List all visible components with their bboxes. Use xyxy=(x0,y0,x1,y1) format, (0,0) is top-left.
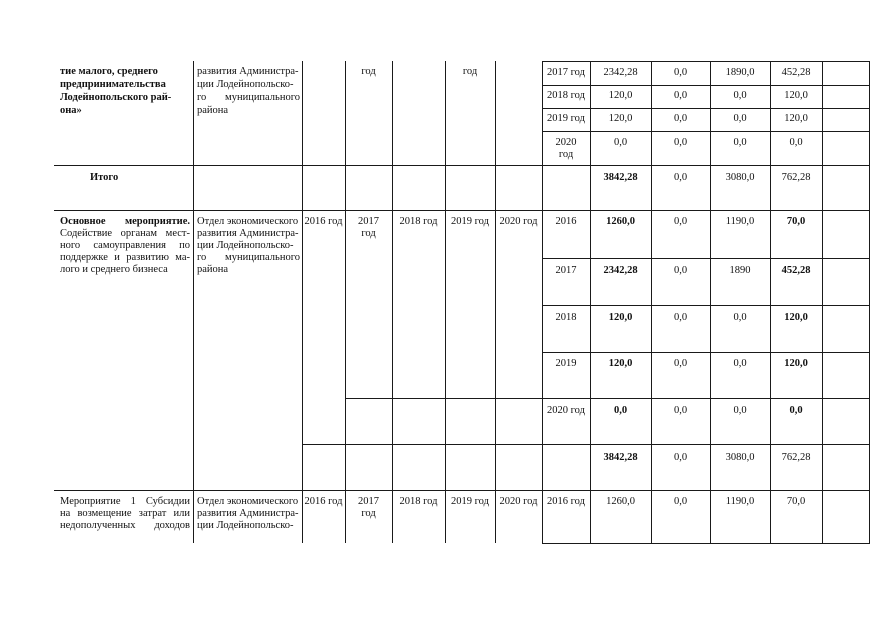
year-2019: 2019 год xyxy=(451,496,489,507)
local-cell: 762,28 xyxy=(781,172,811,183)
text-line: лого и среднего бизнеса xyxy=(60,264,168,275)
regional-cell: 1890,0 xyxy=(725,67,755,78)
total-cell: 2342,28 xyxy=(603,67,638,78)
year-2019: 2019 год xyxy=(451,216,489,227)
federal-cell: 0,0 xyxy=(673,496,688,507)
total-cell: 1260,0 xyxy=(606,496,635,507)
text-line: на возмещение затрат или xyxy=(60,508,190,519)
start-year: 2016 год xyxy=(304,216,343,227)
regional-cell: 1190,0 xyxy=(725,496,755,507)
local-cell: 70,0 xyxy=(786,496,806,507)
start-year: 2016 год xyxy=(304,496,343,507)
local-cell: 70,0 xyxy=(786,216,806,227)
local-cell: 0,0 xyxy=(789,137,803,148)
federal-cell: 0,0 xyxy=(673,113,688,124)
federal-cell: 0,0 xyxy=(673,172,688,183)
year-cell: 2020 год xyxy=(547,405,585,416)
federal-cell: 0,0 xyxy=(673,358,688,369)
regional-cell: 0,0 xyxy=(733,358,747,369)
year-2018: 2018 год xyxy=(399,216,438,227)
text-line: развития Администра- xyxy=(197,228,299,239)
end-year: 2017 xyxy=(358,216,379,227)
federal-cell: 0,0 xyxy=(673,90,688,101)
local-cell: 120,0 xyxy=(784,113,808,124)
text-line: Отдел экономического xyxy=(197,496,299,507)
federal-cell: 0,0 xyxy=(673,67,688,78)
end-year-word: год xyxy=(361,228,376,239)
text-line: развития Администра- xyxy=(197,508,299,519)
end-year: 2017 xyxy=(358,496,379,507)
text-line: го муниципального xyxy=(197,92,300,103)
regional-cell: 3080,0 xyxy=(725,172,755,183)
federal-cell: 0,0 xyxy=(673,137,688,148)
regional-cell: 1190,0 xyxy=(725,216,755,227)
text-line: поддержке и развитию ма- xyxy=(60,252,190,263)
regional-cell: 0,0 xyxy=(733,405,747,416)
year-2018: 2018 год xyxy=(399,496,438,507)
local-cell: 120,0 xyxy=(784,312,808,323)
regional-cell: 0,0 xyxy=(733,90,747,101)
text-line: предпринимательства xyxy=(60,79,166,90)
total-cell: 1260,0 xyxy=(606,216,635,227)
federal-cell: 0,0 xyxy=(673,405,688,416)
local-cell: 120,0 xyxy=(784,90,808,101)
end-year-word: год xyxy=(361,508,376,519)
total-cell: 0,0 xyxy=(613,137,628,148)
federal-cell: 0,0 xyxy=(673,265,688,276)
regional-cell: 0,0 xyxy=(733,137,747,148)
year-cell: 2018 год xyxy=(547,90,585,101)
total-cell: 0,0 xyxy=(613,405,628,416)
text-line: Мероприятие 1 Субсидии xyxy=(60,496,190,507)
word: мероприятие. xyxy=(124,216,190,227)
year-word: год xyxy=(462,66,478,77)
federal-cell: 0,0 xyxy=(673,312,688,323)
total-cell: 120,0 xyxy=(608,90,633,101)
total-cell: 3842,28 xyxy=(603,172,638,183)
year-word: год xyxy=(361,66,376,77)
regional-cell: 3080,0 xyxy=(725,452,755,463)
text-line: развития Администра- xyxy=(197,66,299,77)
year-cell: 2017 xyxy=(555,265,577,276)
year-cell: 2020 xyxy=(555,137,577,148)
text-line: ции Лодейнопольско- xyxy=(197,79,294,90)
total-cell: 3842,28 xyxy=(603,452,638,463)
regional-cell: 0,0 xyxy=(733,312,747,323)
year-cell: 2016 xyxy=(555,216,577,227)
text-line: Лодейнопольского рай- xyxy=(60,92,172,103)
text-line: Отдел экономического xyxy=(197,216,299,227)
text-line: тие малого, среднего xyxy=(60,66,158,77)
local-cell: 120,0 xyxy=(784,358,808,369)
year-cell: год xyxy=(558,149,574,160)
total-cell: 120,0 xyxy=(608,312,633,323)
year-cell: 2019 xyxy=(555,358,577,369)
regional-cell: 0,0 xyxy=(733,113,747,124)
text-line: недополученных доходов xyxy=(60,520,190,531)
text-line: ного самоуправления по xyxy=(60,240,190,251)
word: Основное xyxy=(60,216,106,227)
federal-cell: 0,0 xyxy=(673,452,688,463)
local-cell: 452,28 xyxy=(781,265,811,276)
year-cell: 2019 год xyxy=(547,113,585,124)
text-line: ции Лодейнопольско- xyxy=(197,240,294,251)
text-line: района xyxy=(197,105,229,116)
regional-cell: 1890 xyxy=(729,265,751,276)
year-cell: 2018 xyxy=(555,312,577,323)
text-line: ции Лодейнопольско- xyxy=(197,520,294,531)
year-cell: 2017 год xyxy=(547,67,585,78)
year-cell: 2016 год xyxy=(547,496,585,507)
text-line: Содействие органам мест- xyxy=(60,228,190,239)
local-cell: 0,0 xyxy=(789,405,803,416)
text-line: она» xyxy=(60,105,82,116)
year-2020: 2020 год xyxy=(499,216,538,227)
year-2020: 2020 год xyxy=(499,496,538,507)
total-cell: 120,0 xyxy=(608,113,633,124)
text-line xyxy=(60,216,190,228)
total-cell: 120,0 xyxy=(608,358,633,369)
local-cell: 762,28 xyxy=(781,452,811,463)
total-cell: 2342,28 xyxy=(603,265,638,276)
text-line: го муниципального xyxy=(197,252,300,263)
federal-cell: 0,0 xyxy=(673,216,688,227)
total-label: Итого xyxy=(90,172,119,183)
local-cell: 452,28 xyxy=(781,67,811,78)
text-line: района xyxy=(197,264,229,275)
